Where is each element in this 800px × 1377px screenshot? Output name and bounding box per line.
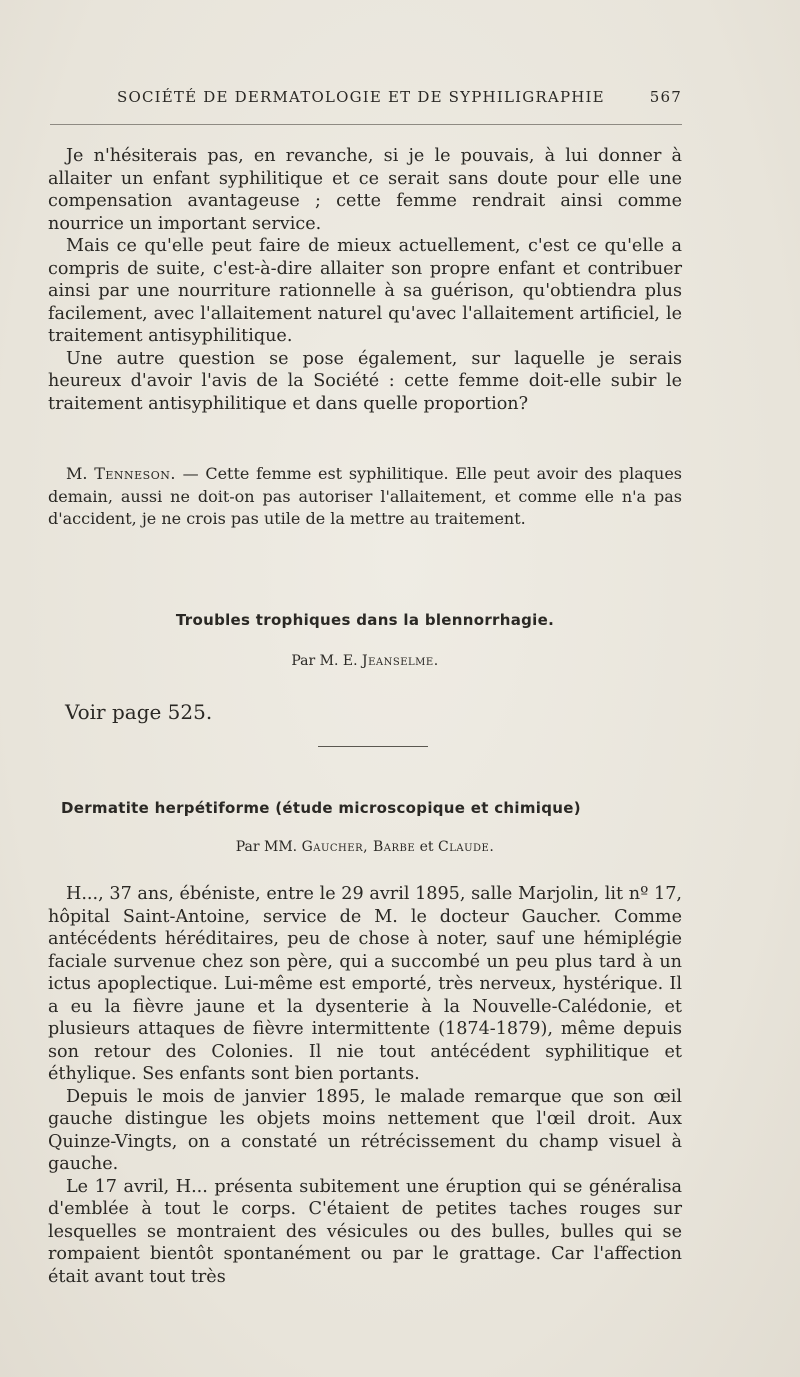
paragraph: Je n'hésiterais pas, en revanche, si je le pouvais, à lui donner à allaiter un enfant syphilitique et ce serait sans doute pour elle une compensation avantageuse ; cette femme rendrait ainsi comme nourrice un important service.: [48, 146, 682, 234]
case-report-text: [48, 883, 682, 1288]
author-prefix: Par MM.: [235, 839, 302, 855]
paragraph: Mais ce qu'elle peut faire de mieux actuellement, c'est ce qu'elle a compris de suite, c'est-à-dire allaiter son propre enfant et contribuer ainsi par une nourriture rationnelle à sa guérison, qu'obtiendra plus facilement, avec l'allaitement naturel qu'avec l'allaitement artificiel, le traitement antisyphilitique.: [48, 236, 682, 346]
paragraph: Depuis le mois de janvier 1895, le malade remarque que son œil gauche distingue les objets moins nettement que l'œil droit. Aux Quinze-Vingts, on a constaté un rétrécissement du champ visuel à gauche.: [48, 1086, 682, 1174]
intro-text: [48, 145, 682, 415]
paragraph: Une autre question se pose également, sur laquelle je serais heureux d'avoir l'avis de la Société : cette femme doit-elle subir le traitement antisyphilitique et dans quelle proportion?: [48, 348, 682, 414]
speaker-prefix: M.: [66, 464, 95, 483]
reply-body: — Cette femme est syphilitique. Elle peut avoir des plaques demain, aussi ne doit-on pas autoriser l'allaitement, et comme elle n'a pas d'accident, je ne crois pas utile de la mettre au traitement.: [48, 464, 683, 528]
reply-text: [48, 463, 682, 531]
section-author: [48, 653, 682, 669]
section-author: [48, 839, 682, 855]
section-title: Dermatite herpétiforme (étude microscopique et chimique): [61, 799, 581, 817]
author-connector: et: [415, 839, 438, 855]
author-prefix: Par M. E.: [291, 653, 362, 669]
author-names: Gaucher, Barbe: [301, 839, 416, 855]
cross-reference: Voir page 525.: [65, 700, 213, 724]
author-name: Jeanselme.: [361, 653, 439, 669]
page-number: 567: [649, 88, 682, 106]
paragraph: [48, 463, 682, 531]
author-last: Claude.: [438, 839, 495, 855]
running-header: [117, 88, 682, 106]
section-title: Troubles trophiques dans la blennorrhagie.: [175, 611, 555, 629]
paragraph: H..., 37 ans, ébéniste, entre le 29 avril 1895, salle Marjolin, lit nº 17, hôpital Saint-Antoine, service de M. le docteur Gaucher. Comme antécédents héréditaires, peu de chose à noter, sauf une hémiplégie faciale survenue chez son père, qui a succombé un peu plus tard à un ictus apoplectique. Lui-même est emporté, très nerveux, hystérique. Il a eu la fièvre jaune et la dysenterie à la Nouvelle-Calédonie, et plusieurs attaques de fièvre intermittente (1874-1879), même depuis son retour des Colonies. Il nie tout antécédent syphilitique et éthylique. Ses enfants sont bien portants.: [48, 884, 682, 1084]
speaker-name: Tenneson.: [94, 464, 176, 483]
header-rule: [50, 124, 682, 125]
paragraph: Le 17 avril, H... présenta subitement une éruption qui se généralisa d'emblée à tout le corps. C'étaient de petites taches rouges sur lesquelles se montraient des vésicules ou des bulles, bulles qui se rompaient bientôt spontanément ou par le grattage. Car l'affection était avant tout très: [48, 1176, 682, 1287]
running-title: SOCIÉTÉ DE DERMATOLOGIE ET DE SYPHILIGRAPHIE: [117, 88, 605, 106]
section-separator: [318, 746, 428, 747]
